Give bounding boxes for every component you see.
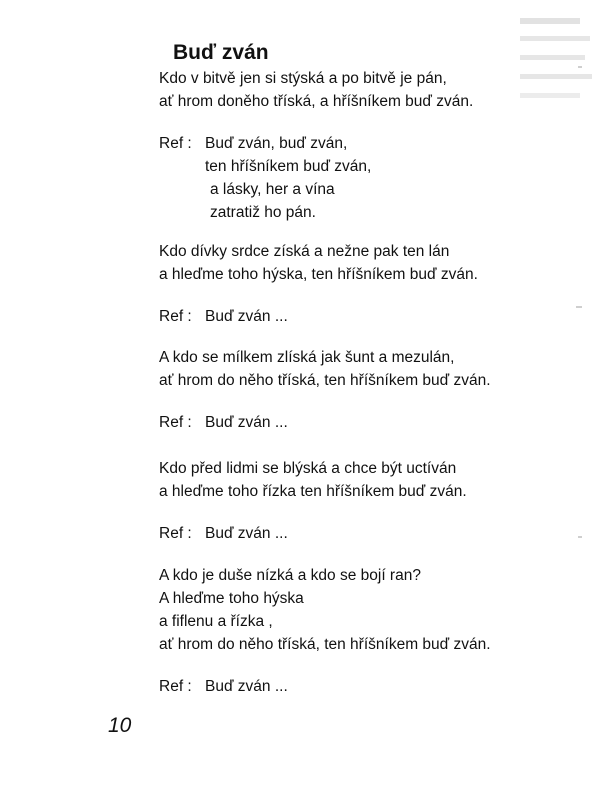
verse-4-line-2: a hleďme toho řízka ten hříšníkem buď zván. [159,483,467,500]
verse-3-line-2: ať hrom do něho tříská, ten hříšníkem buď zván. [159,372,491,389]
ref-text: Buď zván ... [205,678,288,695]
show-through-text [520,18,592,98]
ref-text: Buď zván ... [205,414,288,431]
verse-4-line-1: Kdo před lidmi se blýská a chce být uctíván [159,460,457,477]
refrain-line-1: Buď zván, buď zván, [205,135,348,152]
ref-label: Ref : [159,308,192,325]
verse-3-line-1: A kdo se mílkem zlíská jak šunt a mezulán, [159,349,455,366]
refrain-line-3: a lásky, her a vína [210,181,335,198]
verse-2-line-2: a hleďme toho hýska, ten hříšníkem buď zván. [159,266,478,283]
paper-edge-mark [578,66,582,68]
ref-label: Ref : [159,414,192,431]
ref-text: Buď zván ... [205,525,288,542]
refrain-line-4: zatratiž ho pán. [210,204,316,221]
paper-edge-mark [578,536,582,538]
verse-1-line-2: ať hrom doněho tříská, a hříšníkem buď zván. [159,93,474,110]
verse-5-line-4: ať hrom do něho tříská, ten hříšníkem buď zván. [159,636,491,653]
page-number: 10 [108,714,132,737]
verse-2-line-1: Kdo dívky srdce získá a nežne pak ten lán [159,243,450,260]
verse-5-line-1: A kdo je duše nízká a kdo se bojí ran? [159,567,421,584]
ref-label: Ref : [159,525,192,542]
verse-1-line-1: Kdo v bitvě jen si stýská a po bitvě je pán, [159,70,447,87]
refrain-label: Ref : [159,135,192,152]
song-title: Buď zván [173,41,269,64]
verse-5-line-2: A hleďme toho hýska [159,590,304,607]
verse-5-line-3: a fiflenu a řízka , [159,613,273,630]
paper-edge-mark [576,306,582,308]
ref-label: Ref : [159,678,192,695]
refrain-line-2: ten hříšníkem buď zván, [205,158,372,175]
ref-text: Buď zván ... [205,308,288,325]
